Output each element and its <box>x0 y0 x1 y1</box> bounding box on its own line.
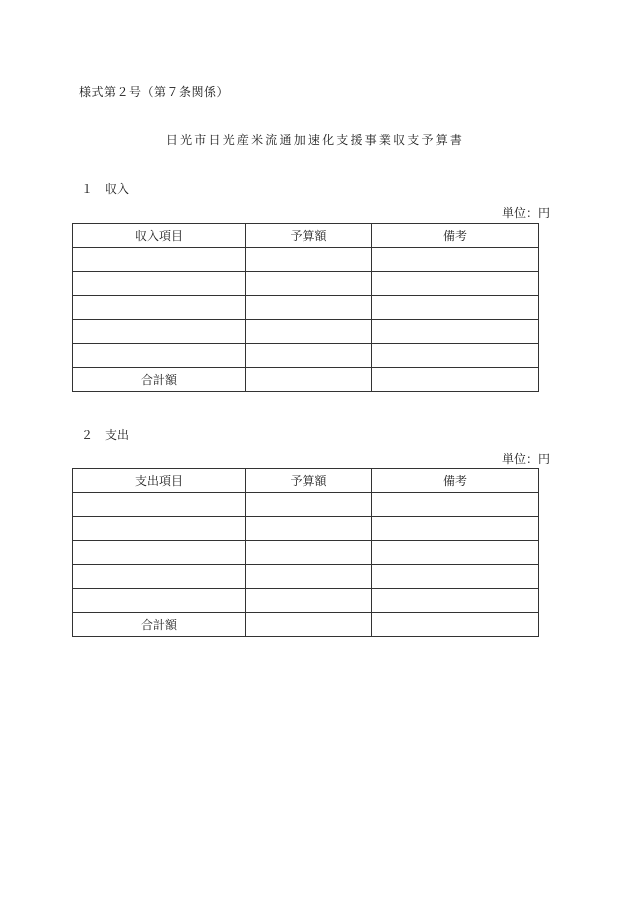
section-title: 収入 <box>105 182 130 196</box>
remarks-cell[interactable] <box>372 517 539 541</box>
unit-label-expenditure: 単位：円 <box>501 452 550 466</box>
document-title: 日光市日光産米流通加速化支援事業収支予算書 <box>165 133 465 147</box>
amount-cell[interactable] <box>246 296 372 320</box>
unit-label-income: 単位：円 <box>501 206 550 220</box>
form-number: 様式第２号（第７条関係） <box>79 85 230 99</box>
remarks-cell[interactable] <box>372 541 539 565</box>
total-row <box>73 613 539 637</box>
section-title: 支出 <box>105 428 130 442</box>
amount-cell[interactable] <box>246 517 372 541</box>
item-cell[interactable] <box>73 589 246 613</box>
total-remarks-cell[interactable] <box>372 613 539 637</box>
table-row <box>73 320 539 344</box>
table-row <box>73 344 539 368</box>
amount-cell[interactable] <box>246 320 372 344</box>
total-label: 合計額 <box>73 368 246 392</box>
column-header-item: 収入項目 <box>73 224 246 248</box>
section-number: １ <box>81 182 94 196</box>
amount-cell[interactable] <box>246 493 372 517</box>
amount-cell[interactable] <box>246 565 372 589</box>
table-header-row <box>73 469 539 493</box>
item-cell[interactable] <box>73 248 246 272</box>
remarks-cell[interactable] <box>372 248 539 272</box>
table-row <box>73 248 539 272</box>
amount-cell[interactable] <box>246 272 372 296</box>
remarks-cell[interactable] <box>372 272 539 296</box>
remarks-cell[interactable] <box>372 344 539 368</box>
table-row <box>73 541 539 565</box>
amount-cell[interactable] <box>246 541 372 565</box>
table-row <box>73 589 539 613</box>
total-row <box>73 368 539 392</box>
table-row <box>73 272 539 296</box>
item-cell[interactable] <box>73 541 246 565</box>
expenditure-table <box>72 468 539 637</box>
section-heading-expenditure <box>81 426 129 443</box>
remarks-cell[interactable] <box>372 493 539 517</box>
table-row <box>73 517 539 541</box>
item-cell[interactable] <box>73 344 246 368</box>
item-cell[interactable] <box>73 272 246 296</box>
remarks-cell[interactable] <box>372 320 539 344</box>
column-header-remarks: 備考 <box>372 224 539 248</box>
column-header-remarks: 備考 <box>372 469 539 493</box>
item-cell[interactable] <box>73 493 246 517</box>
total-label: 合計額 <box>73 613 246 637</box>
section-heading-income <box>81 180 129 197</box>
amount-cell[interactable] <box>246 589 372 613</box>
item-cell[interactable] <box>73 565 246 589</box>
item-cell[interactable] <box>73 517 246 541</box>
remarks-cell[interactable] <box>372 565 539 589</box>
total-remarks-cell[interactable] <box>372 368 539 392</box>
section-number: ２ <box>81 428 94 442</box>
table-row <box>73 493 539 517</box>
item-cell[interactable] <box>73 296 246 320</box>
table-header-row <box>73 224 539 248</box>
income-table <box>72 223 539 392</box>
total-amount-cell[interactable] <box>246 368 372 392</box>
column-header-item: 支出項目 <box>73 469 246 493</box>
amount-cell[interactable] <box>246 344 372 368</box>
remarks-cell[interactable] <box>372 589 539 613</box>
amount-cell[interactable] <box>246 248 372 272</box>
column-header-amount: 予算額 <box>246 469 372 493</box>
table-row <box>73 296 539 320</box>
total-amount-cell[interactable] <box>246 613 372 637</box>
remarks-cell[interactable] <box>372 296 539 320</box>
table-row <box>73 565 539 589</box>
item-cell[interactable] <box>73 320 246 344</box>
column-header-amount: 予算額 <box>246 224 372 248</box>
